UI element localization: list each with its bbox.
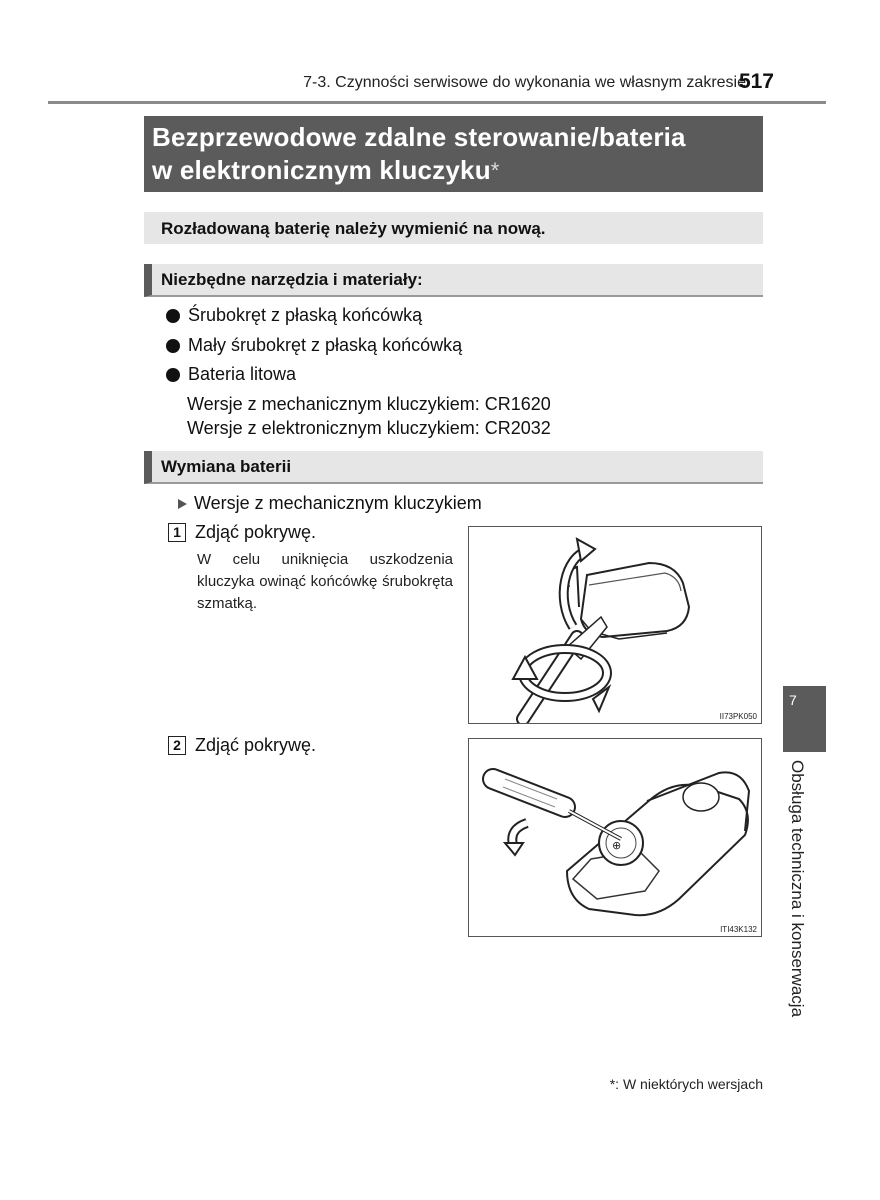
title-footnote-marker: * [490,158,500,183]
step-text: Zdjąć pokrywę. [195,522,317,542]
footnote-marker: * [609,1076,616,1092]
tools-item-text: Bateria litowa [188,364,297,384]
chapter-number: 7 [789,692,797,708]
screwdriver-prying-cover-illustration [469,527,761,723]
tools-list-item [166,305,422,326]
tools-section-heading [144,264,763,297]
chapter-label: Obsługa techniczna i konserwacja [788,760,807,1018]
notice-text: Rozładowaną baterię należy wymienić na nową. [161,219,546,238]
svg-text:⊕: ⊕ [612,839,622,852]
replacement-heading-text: Wymiana baterii [161,457,292,476]
figure-code: ITI43K132 [720,925,757,934]
step-number-box: 2 [168,736,186,755]
step-1 [168,522,316,543]
bullet-icon [166,368,180,382]
step-2 [168,735,316,756]
bullet-icon [166,309,180,323]
step-number-box: 1 [168,523,186,542]
version-label-text: Wersje z mechanicznym kluczykiem [194,493,482,513]
step-2-figure [468,738,762,937]
title-line-1: Bezprzewodowe zdalne sterowanie/bateria [152,122,686,152]
notice-bar [144,212,763,244]
step-1-note: W celu uniknięcia uszkodzenia kluczyka owinąć końcówkę śrubokręta szmatką. [197,551,453,612]
step-1-figure [468,526,762,724]
step-text: Zdjąć pokrywę. [195,735,317,755]
header-section-title: 7-3. Czynności serwisowe do wykonania we własnym zakresie [303,74,746,91]
footnote-text: : W niektórych wersjach [615,1076,763,1092]
battery-version-line: Wersje z mechanicznym kluczykiem: CR1620 [187,394,551,414]
battery-version-line: Wersje z elektronicznym kluczykiem: CR2032 [187,418,551,438]
replacement-section-heading [144,451,763,484]
tools-heading-text: Niezbędne narzędzia i materiały: [161,270,423,289]
figure-code: II73PK050 [719,712,757,721]
key-battery-removal-illustration [469,739,761,936]
tools-list-item [166,335,462,356]
tools-list-item [166,364,296,385]
chapter-tab [783,686,826,752]
version-label [178,493,482,514]
title-line-2-text: w elektronicznym kluczyku [152,155,491,185]
tools-item-text: Śrubokręt z płaską końcówką [188,305,423,325]
page-title [144,116,763,192]
tools-item-text: Mały śrubokręt z płaską końcówką [188,335,463,355]
bullet-icon [166,339,180,353]
page-header [48,66,826,104]
triangle-marker-icon [178,499,187,509]
title-line-2 [152,154,755,187]
page-number: 517 [738,70,774,93]
footnote [610,1076,763,1092]
